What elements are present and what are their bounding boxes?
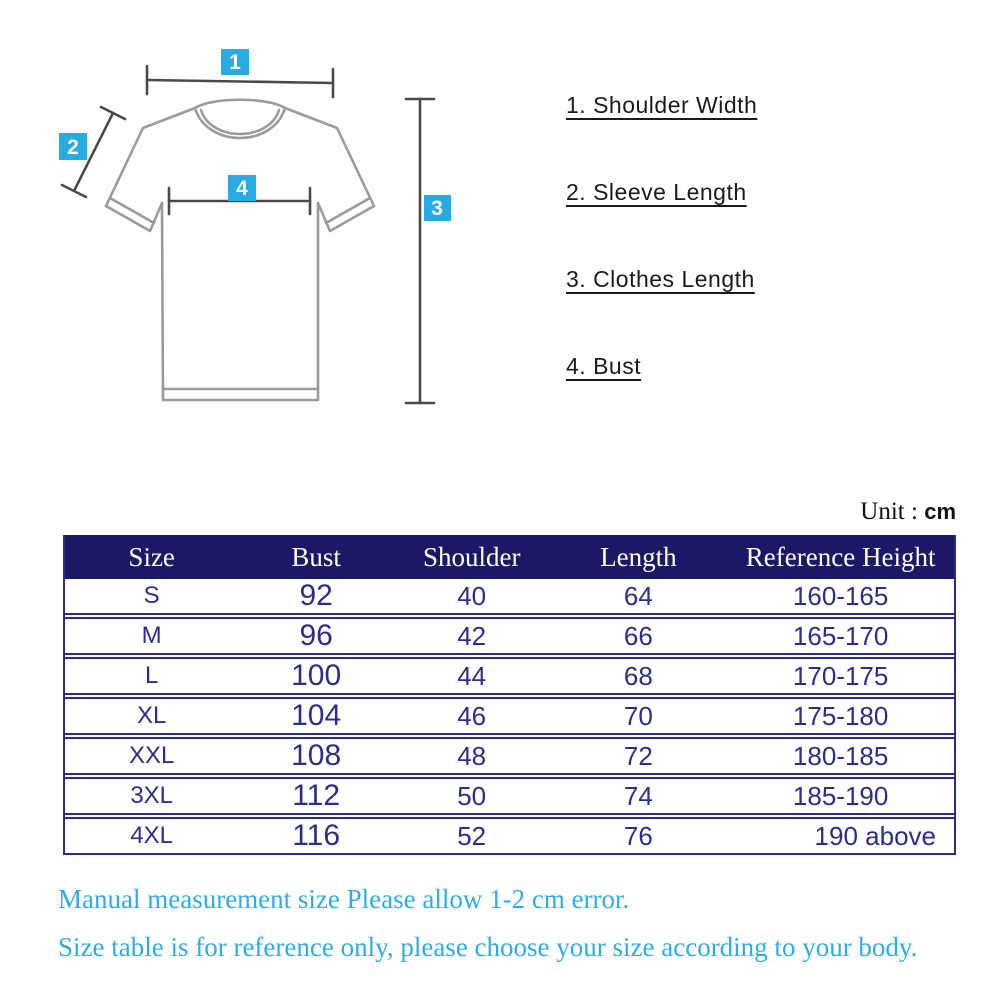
cell-size: XXL <box>65 736 238 776</box>
cell-bust: 108 <box>238 736 394 776</box>
table-row-xxl <box>65 736 954 776</box>
size-table <box>65 535 954 853</box>
cell-size: 3XL <box>65 776 238 816</box>
note-reference-only: Size table is for reference only, please choose your size according to your body. <box>58 932 918 962</box>
cell-height: 170-175 <box>727 656 954 696</box>
cell-length: 76 <box>623 820 653 851</box>
legend-item-shoulder-width: 1. Shoulder Width <box>566 92 758 118</box>
cell-size: 4XL <box>130 822 174 849</box>
table-row-xl <box>65 696 954 736</box>
unit-value: cm <box>924 499 956 524</box>
marker-3-badge <box>424 195 451 221</box>
cell-shoulder: 42 <box>394 616 550 656</box>
tshirt-measurement-diagram <box>0 0 520 460</box>
cell-size: M <box>65 616 238 656</box>
table-row-s <box>65 579 954 616</box>
measurement-legend <box>566 92 757 380</box>
cell-size: L <box>65 656 238 696</box>
cell-height: 175-180 <box>727 696 954 736</box>
cell-length: 74 <box>549 776 727 816</box>
cell-bust: 100 <box>238 656 394 696</box>
cell-shoulder: 40 <box>394 579 550 616</box>
table-row-4xl <box>65 816 954 853</box>
marker-1-label: 1 <box>229 51 241 74</box>
footnotes <box>58 884 917 980</box>
legend-item-sleeve-length: 2. Sleeve Length <box>566 179 747 205</box>
cell-length: 70 <box>549 696 727 736</box>
size-table-container <box>63 535 956 855</box>
cell-bust: 92 <box>238 579 394 616</box>
cell-bust: 116 <box>292 819 341 852</box>
marker-3-label: 3 <box>431 197 443 220</box>
cell-bust: 104 <box>238 696 394 736</box>
legend-item-bust: 4. Bust <box>566 353 642 379</box>
size-table-header-row <box>65 535 954 579</box>
cell-length: 66 <box>549 616 727 656</box>
unit-word: Unit <box>860 498 905 525</box>
cell-height: 180-185 <box>727 736 954 776</box>
unit-separator: : <box>904 498 925 525</box>
cell-bust: 112 <box>238 776 394 816</box>
cell-bust: 96 <box>238 616 394 656</box>
cell-length: 72 <box>549 736 727 776</box>
header-bust: Bust <box>238 535 394 579</box>
cell-height: 190 above <box>814 820 936 851</box>
cell-length: 68 <box>549 656 727 696</box>
marker-4-badge <box>228 175 256 201</box>
cell-shoulder: 44 <box>394 656 550 696</box>
cell-shoulder: 50 <box>394 776 550 816</box>
cell-size: S <box>65 579 238 616</box>
tshirt-outline-icon <box>106 100 374 400</box>
cell-size: XL <box>65 696 238 736</box>
header-length: Length <box>549 535 727 579</box>
header-shoulder: Shoulder <box>394 535 550 579</box>
table-row-3xl <box>65 776 954 816</box>
unit-label <box>860 498 956 526</box>
marker-1-badge <box>221 49 249 75</box>
header-reference-height: Reference Height <box>727 535 954 579</box>
header-size: Size <box>65 535 238 579</box>
table-row-l <box>65 656 954 696</box>
cell-shoulder: 48 <box>394 736 550 776</box>
marker-2-badge <box>59 133 87 160</box>
note-measurement-error: Manual measurement size Please allow 1-2 cm error. <box>58 884 630 914</box>
table-row-m <box>65 616 954 656</box>
marker-4-label: 4 <box>236 177 248 200</box>
cell-height: 165-170 <box>727 616 954 656</box>
marker-2-label: 2 <box>67 136 79 159</box>
cell-shoulder: 52 <box>457 820 487 851</box>
cell-height: 160-165 <box>727 579 954 616</box>
measure-clothes-length <box>406 99 434 403</box>
cell-length: 64 <box>549 579 727 616</box>
cell-height: 185-190 <box>727 776 954 816</box>
cell-shoulder: 46 <box>394 696 550 736</box>
legend-item-clothes-length: 3. Clothes Length <box>566 266 755 292</box>
